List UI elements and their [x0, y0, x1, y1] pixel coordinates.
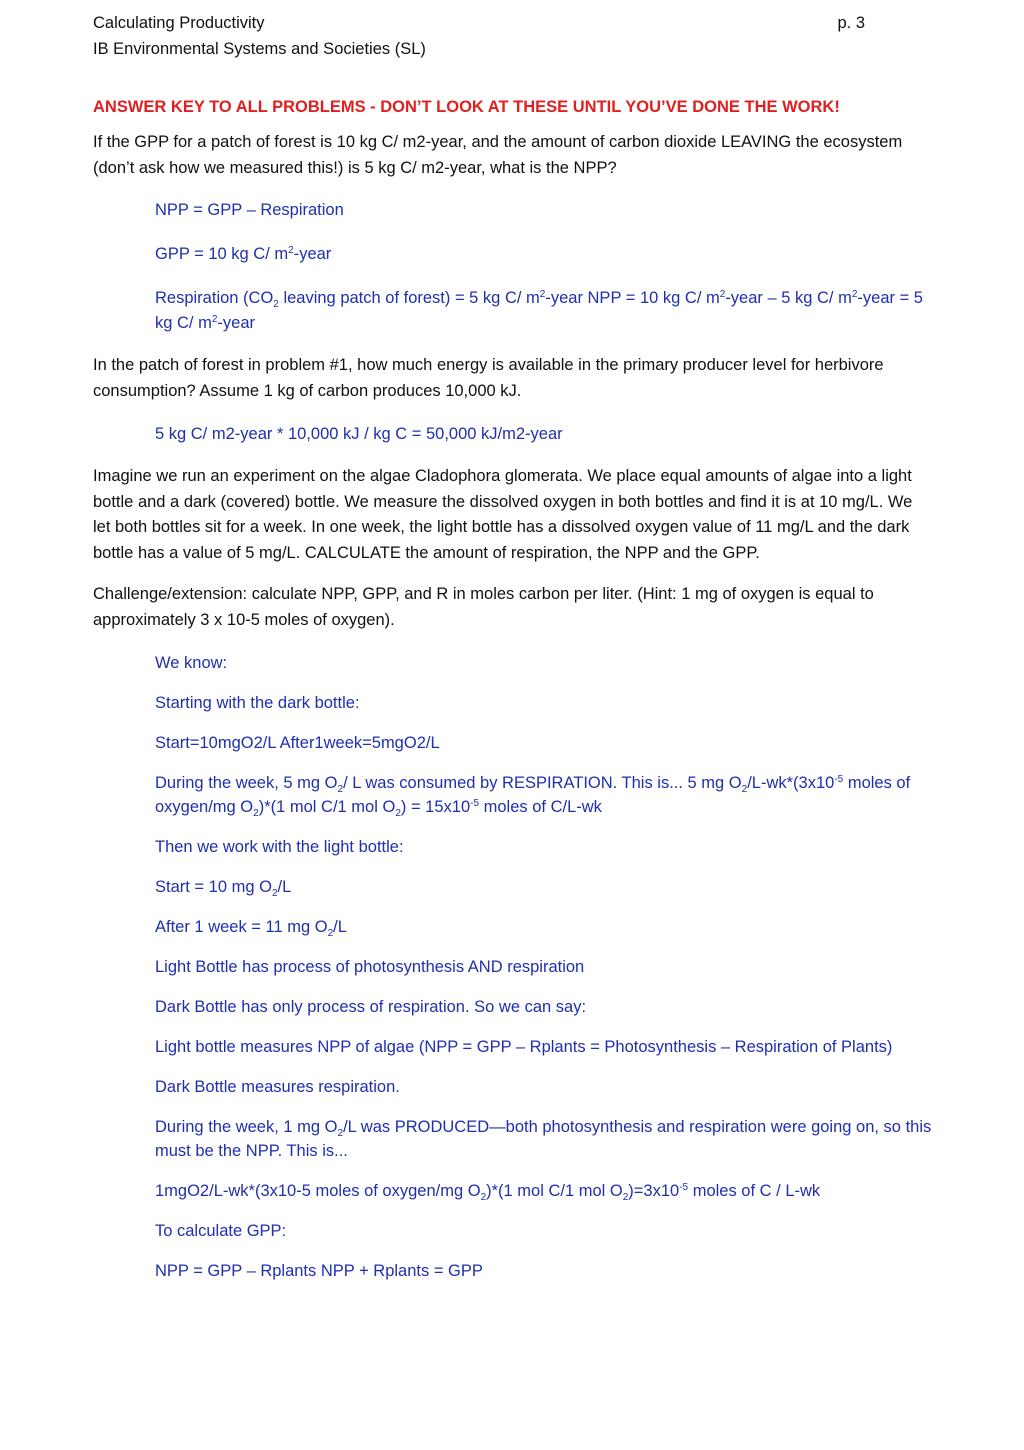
page-number: p. 3: [837, 14, 865, 32]
doc-title: Calculating Productivity: [93, 14, 265, 32]
problem2-answer: 5 kg C/ m2-year * 10,000 kJ / kg C = 50,000 kJ/m2-year: [155, 425, 563, 443]
problem3-challenge: Challenge/extension: calculate NPP, GPP, and R in moles carbon per liter. (Hint: 1 mg of oxygen is equal to approximately 3 x 10-5 moles of oxygen).: [93, 585, 874, 629]
answer-key-heading: ANSWER KEY TO ALL PROBLEMS - DON’T LOOK AT THESE UNTIL YOU’VE DONE THE WORK!: [93, 98, 840, 116]
dark-bottle-process: Dark Bottle has only process of respiration. So we can say:: [155, 998, 587, 1016]
problem1-gpp: GPP = 10 kg C/ $m^2$-year: [155, 245, 332, 263]
light-bottle-start: Start = 10 mg $O_2/L$: [155, 878, 292, 899]
npp-production-note: During the week, 1 mg $O_2/L$ was PRODUCED—both photosynthesis and respiration were going on, so this must be the NPP. This is...: [155, 1118, 932, 1160]
npp-calculation: 1mgO2/L-wk*(3x10-5 moles of oxygen/mg $O_2)*(1$ mol C/1 mol $O_2)=3x10^{-5}$ moles of C / L-wk: [155, 1182, 821, 1203]
light-bottle-measures: Light bottle measures NPP of algae (NPP = GPP – Rplants = Photosynthesis – Respiration of Plants): [155, 1038, 893, 1056]
problem3-question: Imagine we run an experiment on the algae Cladophora glomerata. We place equal amounts of algae into a light bottle and a dark (covered) bottle. We measure the dissolved oxygen in both bottles and find it is at 10 mg/L. We let both bottles sit for a week. In one week, the light bottle has a dissolved oxygen value of 11 mg/L and the dark bottle has a value of 5 mg/L. CALCULATE the amount of respiration, the NPP and the GPP.: [93, 467, 913, 562]
problem1-respiration: Respiration ($CO_2$ leaving patch of forest) = 5 kg C/ $m^2$-year NPP = 10 kg C/ $m^2$-year – 5 kg C/ $m^2$-year = 5 kg C/ $m^2$-year: [155, 289, 923, 332]
gpp-formula: NPP = GPP – Rplants NPP + Rplants = GPP: [155, 1262, 483, 1280]
dark-bottle-measures: Dark Bottle measures respiration.: [155, 1078, 400, 1096]
problem1-question: If the GPP for a patch of forest is 10 kg C/ m2-year, and the amount of carbon dioxide LEAVING the ecosystem (don’t ask how we measured this!) is 5 kg C/ m2-year, what is the NPP?: [93, 133, 903, 177]
problem2-question: In the patch of forest in problem #1, how much energy is available in the primary producer level for herbivore consumption? Assume 1 kg of carbon produces 10,000 kJ.: [93, 356, 884, 400]
light-bottle-process: Light Bottle has process of photosynthesis AND respiration: [155, 958, 585, 976]
respiration-calculation: During the week, 5 mg $O_2/$ L was consumed by RESPIRATION. This is... 5 mg $O_2/L-wk*(3x10^{-5}$ moles of oxygen/mg $O_2)*(1$ mol C/1 mol $O_2) = 15x10^{-5}$ moles of C/L-wk: [155, 774, 911, 819]
dark-bottle-values: Start=10mgO2/L After1week=5mgO2/L: [155, 734, 440, 752]
document-page: [93, 10, 933, 1283]
page-header: [93, 10, 933, 62]
light-bottle-intro: Then we work with the light bottle:: [155, 838, 404, 856]
light-bottle-after: After 1 week = 11 mg $O_2/L$: [155, 918, 347, 939]
we-know: We know:: [155, 654, 228, 672]
gpp-intro: To calculate GPP:: [155, 1222, 287, 1240]
dark-bottle-intro: Starting with the dark bottle:: [155, 694, 360, 712]
course-name: IB Environmental Systems and Societies (SL): [93, 40, 426, 58]
problem1-npp-formula: NPP = GPP – Respiration: [155, 201, 344, 219]
